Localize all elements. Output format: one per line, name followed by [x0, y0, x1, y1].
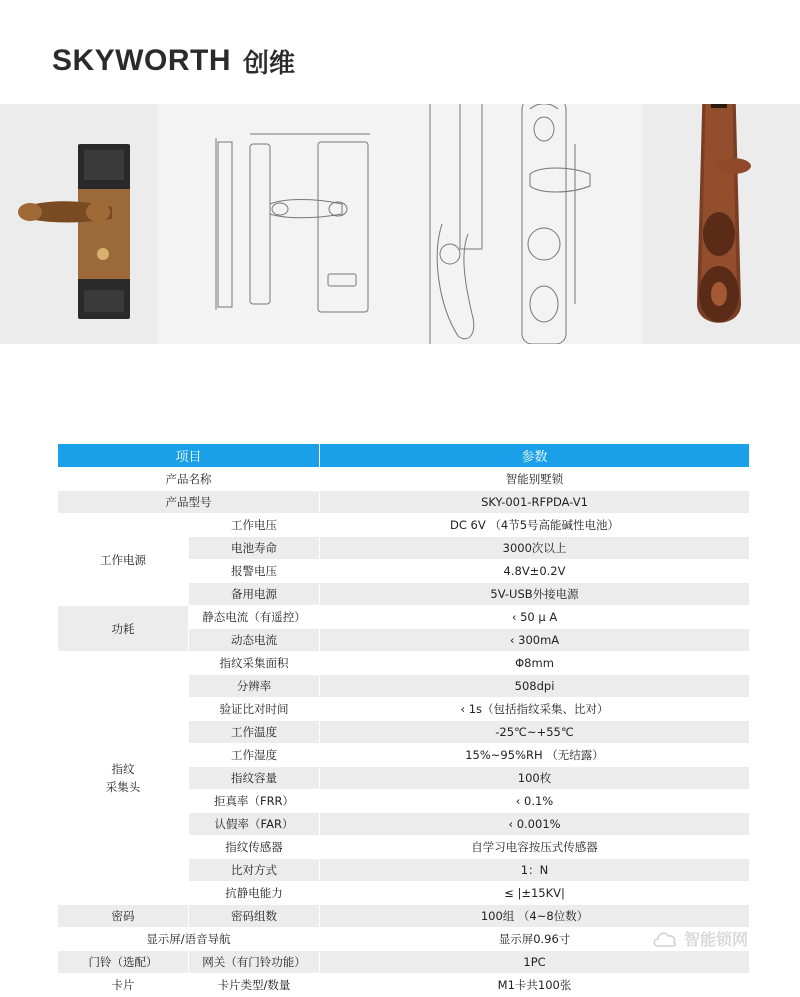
table-row: [58, 652, 750, 675]
row-sublabel: 拒真率（FRR）: [189, 790, 320, 813]
row-sublabel: 抗静电能力: [189, 882, 320, 905]
row-value: 1：N: [320, 859, 750, 882]
row-value: 100枚: [320, 767, 750, 790]
table-row: [58, 491, 750, 514]
row-value: M1卡共100张: [320, 974, 750, 997]
row-value: ‹ 1s（包括指纹采集、比对）: [320, 698, 750, 721]
row-value: Φ8mm: [320, 652, 750, 675]
row-value: 15%~95%RH （无结露）: [320, 744, 750, 767]
spec-table-header: [58, 444, 750, 468]
row-value: 1PC: [320, 951, 750, 974]
row-sublabel: 指纹容量: [189, 767, 320, 790]
watermark: [652, 920, 772, 956]
row-sublabel: 电池寿命: [189, 537, 320, 560]
group-label-power: 工作电源: [58, 514, 189, 606]
group-label-consumption: 功耗: [58, 606, 189, 652]
table-row: [58, 905, 750, 928]
row-value: ‹ 0.001%: [320, 813, 750, 836]
row-value: 5V-USB外接电源: [320, 583, 750, 606]
table-row: [58, 606, 750, 629]
group-label-fingerprint: 指纹 采集头: [58, 652, 189, 905]
row-sublabel: 指纹传感器: [189, 836, 320, 859]
table-row: [58, 974, 750, 997]
table-row: [58, 514, 750, 537]
brand-name-cn: 创维: [243, 48, 296, 79]
row-sublabel: 工作温度: [189, 721, 320, 744]
row-sublabel: 工作电压: [189, 514, 320, 537]
lock-side-drawing-icon: [210, 124, 370, 314]
row-label: 卡片: [58, 974, 189, 997]
row-sublabel: 认假率（FAR）: [189, 813, 320, 836]
row-sublabel: 分辨率: [189, 675, 320, 698]
brand-name-en: SKYWORTH: [52, 44, 231, 77]
row-value: 100组 （4~8位数）: [320, 905, 750, 928]
header-param: 参数: [320, 444, 750, 468]
row-label: 显示屏/语音导航: [58, 928, 320, 951]
row-value: 自学习电容按压式传感器: [320, 836, 750, 859]
table-row: [58, 468, 750, 491]
row-label: 密码: [58, 905, 189, 928]
row-value: -25℃~+55℃: [320, 721, 750, 744]
row-label: 门铃（选配）: [58, 951, 189, 974]
row-value: 4.8V±0.2V: [320, 560, 750, 583]
row-sublabel: 报警电压: [189, 560, 320, 583]
cloud-icon: [652, 927, 678, 949]
row-value: SKY-001-RFPDA-V1: [320, 491, 750, 514]
row-value: 3000次以上: [320, 537, 750, 560]
lock-handle-drawing-icon: [420, 104, 600, 344]
row-value: DC 6V （4节5号高能碱性电池）: [320, 514, 750, 537]
row-sublabel: 验证比对时间: [189, 698, 320, 721]
row-sublabel: 动态电流: [189, 629, 320, 652]
row-value: ≤ |±15KV|: [320, 882, 750, 905]
table-row: [58, 951, 750, 974]
row-sublabel: 网关（有门铃功能）: [189, 951, 320, 974]
row-sublabel: 静态电流（有遥控）: [189, 606, 320, 629]
spec-table: [57, 443, 750, 997]
row-label: 产品型号: [58, 491, 320, 514]
row-value: ‹ 300mA: [320, 629, 750, 652]
brand-logo: [52, 44, 295, 78]
lock-full-photo-icon: [643, 104, 800, 344]
watermark-text: 智能锁网: [684, 929, 749, 949]
row-value: ‹ 50 μ A: [320, 606, 750, 629]
product-image-strip: [0, 104, 800, 344]
row-label: 产品名称: [58, 468, 320, 491]
row-sublabel: 卡片类型/数量: [189, 974, 320, 997]
row-sublabel: 工作湿度: [189, 744, 320, 767]
header-item: 项目: [58, 444, 320, 468]
row-sublabel: 密码组数: [189, 905, 320, 928]
table-row: [58, 928, 750, 951]
row-sublabel: 备用电源: [189, 583, 320, 606]
row-sublabel: 指纹采集面积: [189, 652, 320, 675]
row-sublabel: 比对方式: [189, 859, 320, 882]
row-value: 显示屏0.96寸: [320, 928, 750, 951]
row-value: 508dpi: [320, 675, 750, 698]
row-value: ‹ 0.1%: [320, 790, 750, 813]
row-value: 智能别墅锁: [320, 468, 750, 491]
lock-front-photo-icon: [0, 104, 158, 344]
